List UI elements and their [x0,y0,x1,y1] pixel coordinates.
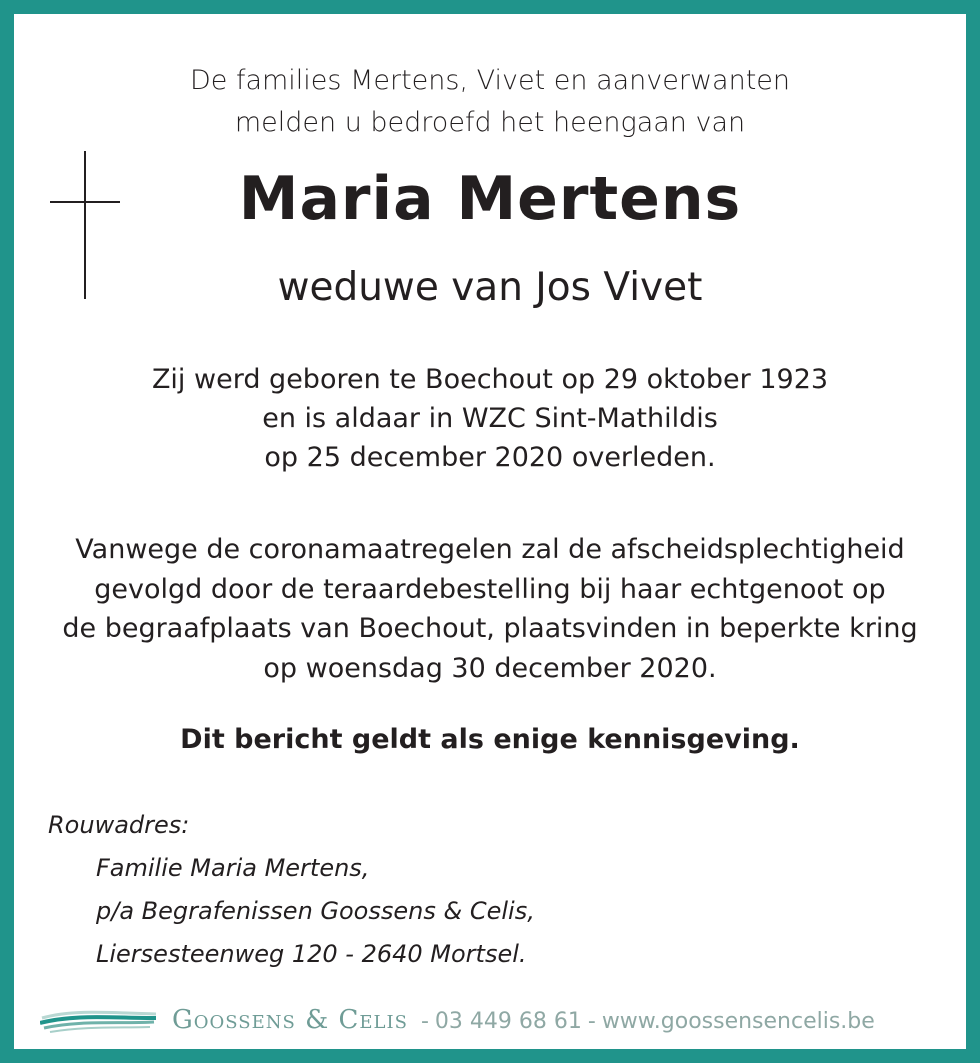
footer-phone: 03 449 68 61 [434,1009,582,1034]
footer-text [172,1002,875,1040]
footer-separator-2: - [587,1009,596,1034]
ceremony-line-4: op woensdag 30 december 2020. [263,652,717,684]
birth-line-1: Zij werd geboren te Boechout op 29 oktober 1923 [151,364,829,395]
spouse-line: weduwe van Jos Vivet [277,265,703,310]
funeral-home-footer [40,1000,950,1040]
footer-separator-1: - [420,1009,429,1034]
birth-death-text [14,360,966,477]
notice-text: Dit bericht geldt als enige kennisgeving. [180,724,800,755]
deceased-name: Maria Mertens [238,164,742,234]
intro-text [14,60,966,144]
intro-line-2: melden u bedroefd het heengaan van [234,107,746,138]
birth-line-2: en is aldaar in WZC Sint-Mathildis [262,403,718,434]
ceremony-line-1: Vanwege de coronamaatregelen zal de afscheidsplechtigheid [75,534,905,565]
mourning-address [48,804,535,976]
address-line-1: Familie Maria Mertens, [96,854,370,882]
address-line-2: p/a Begrafenissen Goossens & Celis, [96,897,535,925]
brand-name: Goossens & Celis [172,1005,408,1035]
address-line-3: Liersesteenweg 120 - 2640 Mortsel. [96,940,527,968]
birth-line-3: op 25 december 2020 overleden. [264,442,716,473]
footer-website[interactable]: www.goossensencelis.be [601,1009,875,1034]
ceremony-line-3: de begraafplaats van Boechout, plaatsvinden in beperkte kring [62,613,918,644]
ceremony-line-2: gevolgd door de teraardebestelling bij haar echtgenoot op [94,573,886,605]
wave-logo-icon [40,1006,158,1036]
intro-line-1: De families Mertens, Vivet en aanverwanten [189,65,791,96]
ceremony-text [14,530,966,688]
obituary-card [14,14,966,1049]
address-label: Rouwadres: [48,811,190,839]
